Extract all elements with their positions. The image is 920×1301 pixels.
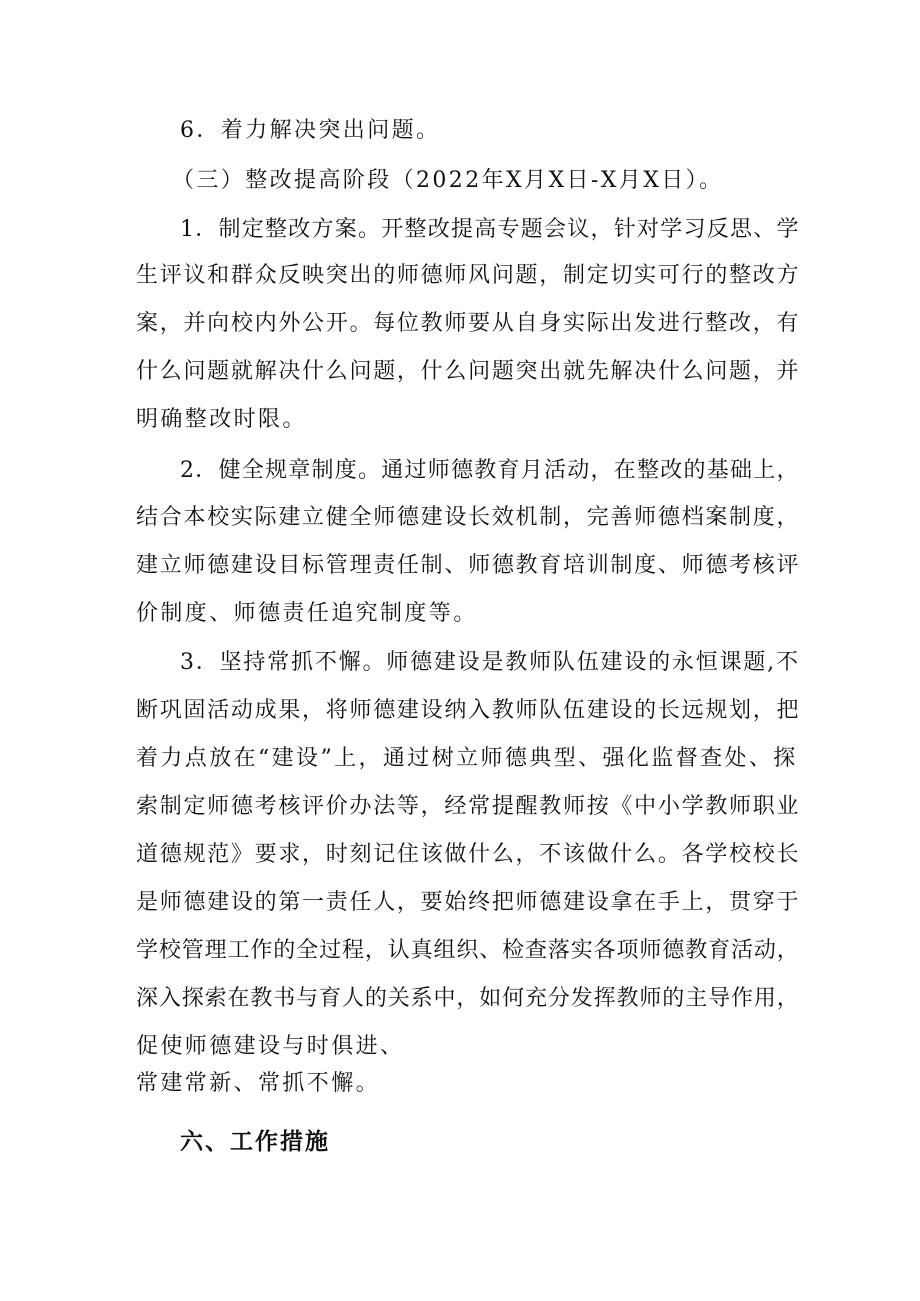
paragraph-3-line-6: 是师德建设的第一责任人，要始终把师德建设拿在手上，贯穿于 (136, 890, 801, 915)
paragraph-3-line-7: 学校管理工作的全过程，认真组织、检查落实各项师德教育活动， (136, 938, 800, 963)
paragraph-1-line-1: 1．制定整改方案。开整改提高专题会议，针对学习反思、学 (180, 217, 800, 242)
paragraph-2-line-1: 2．健全规章制度。通过师德教育月活动，在整改的基础上， (180, 458, 800, 483)
section-six-heading: 六、工作措施 (180, 1129, 330, 1155)
paragraph-2-line-4: 价制度、师德责任追究制度等。 (136, 601, 478, 626)
paragraph-1-line-4: 什么问题就解决什么问题，什么问题突出就先解决什么问题，并 (136, 359, 801, 384)
paragraph-3-line-8: 深入探索在教书与育人的关系中，如何充分发挥教师的主导作用， (136, 986, 800, 1011)
paragraph-3-line-2: 断巩固活动成果，将师德建设纳入教师队伍建设的长远规划，把 (136, 698, 801, 723)
paragraph-1-line-5: 明确整改时限。 (136, 407, 307, 432)
paragraph-3-line-3: 着力点放在“建设”上，通过树立师德典型、强化监督查处、探 (136, 746, 798, 771)
paragraph-3-line-1: 3．坚持常抓不懈。师德建设是教师队伍建设的永恒课题,不 (180, 650, 800, 675)
paragraph-2-line-3: 建立师德建设目标管理责任制、师德教育培训制度、师德考核评 (136, 553, 801, 578)
paragraph-1-line-3: 案，并向校内外公开。每位教师要从自身实际出发进行整改，有 (136, 311, 801, 336)
item-6-line: 6．着力解决突出问题。 (180, 118, 441, 143)
paragraph-1-line-2: 生评议和群众反映突出的师德师风问题，制定切实可行的整改方 (136, 263, 801, 288)
paragraph-3-line-9: 促使师德建设与时俱进、 (136, 1034, 405, 1059)
stage-three-heading: （三）整改提高阶段（2022年X月X日-X月X日）。 (172, 168, 724, 193)
paragraph-3-line-5: 道德规范》要求，时刻记住该做什么，不该做什么。各学校校长 (136, 842, 801, 867)
paragraph-2-line-2: 结合本校实际建立健全师德建设长效机制，完善师德档案制度， (136, 505, 801, 530)
paragraph-3-line-10: 常建常新、常抓不懈。 (136, 1071, 381, 1096)
paragraph-3-line-4: 索制定师德考核评价办法等，经常提醒教师按《中小学教师职业 (136, 794, 801, 819)
